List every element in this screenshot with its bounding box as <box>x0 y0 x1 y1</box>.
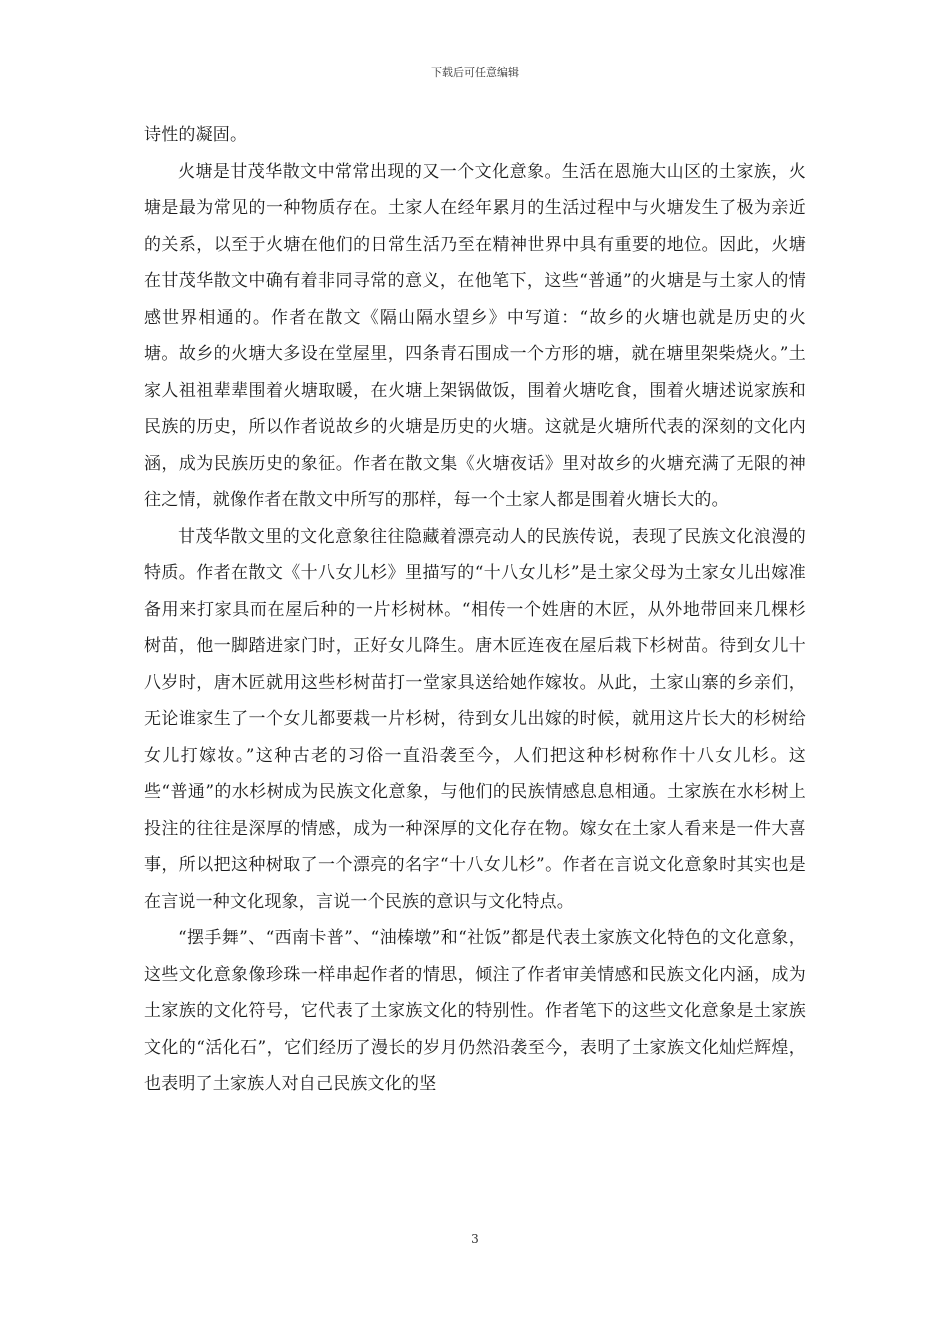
header-text: 下载后可任意编辑 <box>431 66 519 79</box>
paragraph: “摆手舞”、“西南卡普”、“油榛墩”和“社饭”都是代表土家族文化特色的文化意象，这些文化意象像珍珠一样串起作者的情思，倾注了作者审美情感和民族文化内涵，成为土家族的文化符号，它代表了土家族文化的特别性。作者笔下的这些文化意象是土家族文化的“活化石”，它们经历了漫长的岁月仍然沿袭至今，表明了土家族文化灿烂辉煌，也表明了土家族人对自己民族文化的坚 <box>144 928 806 1094</box>
paragraph: 诗性的凝固。 <box>144 125 248 145</box>
page-header <box>0 66 950 80</box>
page-footer <box>0 1232 950 1246</box>
paragraph: 甘茂华散文里的文化意象往往隐藏着漂亮动人的民族传说，表现了民族文化浪漫的特质。作者在散文《十八女儿杉》里描写的“十八女儿杉”是土家父母为土家女儿出嫁准备用来打家具而在屋后种的一片杉树林。“相传一个姓唐的木匠，从外地带回来几棵杉树苗，他一脚踏进家门时，正好女儿降生。唐木匠连夜在屋后栽下杉树苗。待到女儿十八岁时，唐木匠就用这些杉树苗打一堂家具送给她作嫁妆。从此，土家山寨的乡亲们，无论谁家生了一个女儿都要栽一片杉树，待到女儿出嫁的时候，就用这片长大的杉树给女儿打嫁妆。”这种古老的习俗一直沿袭至今，人们把这种杉树称作十八女儿杉。这些“普通”的水杉树成为民族文化意象，与他们的民族情感息息相通。土家族在水杉树上投注的往往是深厚的情感，成为一种深厚的文化存在物。嫁女在土家人看来是一件大喜事，所以把这种树取了一个漂亮的名字“十八女儿杉”。作者在言说文化意象时其实也是在言说一种文化现象，言说一个民族的意识与文化特点。 <box>144 526 806 912</box>
document-body <box>144 117 806 1103</box>
paragraph: 火塘是甘茂华散文中常常出现的又一个文化意象。生活在恩施大山区的土家族，火塘是最为常见的一种物质存在。土家人在经年累月的生活过程中与火塘发生了极为亲近的关系，以至于火塘在他们的日常生活乃至在精神世界中具有重要的地位。因此，火塘在甘茂华散文中确有着非同寻常的意义，在他笔下，这些“普通”的火塘是与土家人的情感世界相通的。作者在散文《隔山隔水望乡》中写道：“故乡的火塘也就是历史的火塘。故乡的火塘大多设在堂屋里，四条青石围成一个方形的塘，就在塘里架柴烧火。”土家人祖祖辈辈围着火塘取暖，在火塘上架锅做饭，围着火塘吃食，围着火塘述说家族和民族的历史，所以作者说故乡的火塘是历史的火塘。这就是火塘所代表的深刻的文化内涵，成为民族历史的象征。作者在散文集《火塘夜话》里对故乡的火塘充满了无限的神往之情，就像作者在散文中所写的那样，每一个土家人都是围着火塘长大的。 <box>144 161 806 510</box>
page-number: 3 <box>471 1232 479 1246</box>
